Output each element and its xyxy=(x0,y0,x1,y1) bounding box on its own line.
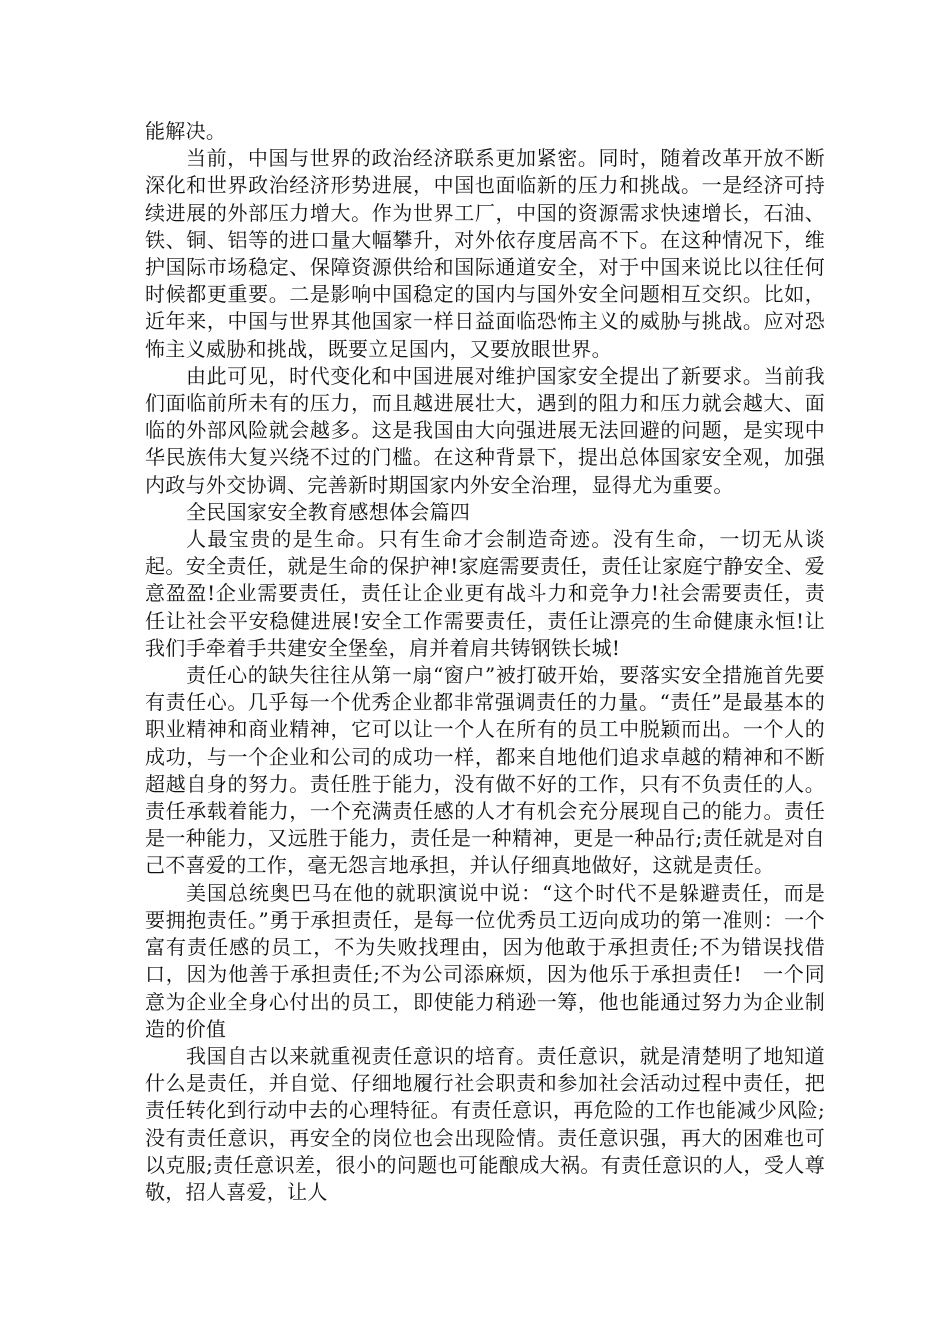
paragraph-obama-quote: 美国总统奥巴马在他的就职演说中说：“这个时代不是躲避责任，而是要拥抱责任。”勇于承担责任，是每一位优秀员工迈向成功的第一准则：一个富有责任感的员工，不为失败找理由，因为他敢于承担责任;不为错误找借口，因为他善于承担责任;不为公司添麻烦，因为他乐于承担责任! 一个同意为企业全身心付出的员工，即使能力稍逊一筹，他也能通过努力为企业制造的价值 xyxy=(145,880,825,1041)
paragraph-responsibility-awareness: 我国自古以来就重视责任意识的培育。责任意识，就是清楚明了地知道什么是责任，并自觉、仔细地履行社会职责和参加社会活动过程中责任，把责任转化到行动中去的心理特征。有责任意识，再危险的工作也能减少风险;没有责任意识，再安全的岗位也会出现险情。责任意识强，再大的困难也可以克服;责任意识差，很小的问题也可能酿成大祸。有责任意识的人，受人尊敬，招人喜爱，让人 xyxy=(145,1043,825,1204)
paragraph-life-responsibility: 人最宝贵的是生命。只有生命才会制造奇迹。没有生命，一切无从谈起。安全责任，就是生命的保护神!家庭需要责任，责任让家庭宁静安全、爱意盈盈!企业需要责任，责任让企业更有战斗力和竞争力!社会需要责任，责任让社会平安稳健进展!安全工作需要责任，责任让漂亮的生命健康永恒!让我们手牵着手共建安全堡垒，肩并着肩共铸钢铁长城! xyxy=(145,527,825,660)
paragraph-continuation: 能解决。 xyxy=(145,119,227,143)
paragraph-china-world-relations: 当前，中国与世界的政治经济联系更加紧密。同时，随着改革开放不断深化和世界政治经济形势进展，中国也面临新的压力和挑战。一是经济可持续进展的外部压力增大。作为世界工厂，中国的资源需求快速增长，石油、铁、铜、铝等的进口量大幅攀升，对外依存度居高不下。在这种情况下，维护国际市场稳定、保障资源供给和国际通道安全，对于中国来说比以往任何时候都更重要。二是影响中国稳定的国内与国外安全问题相互交织。比如，近年来，中国与世界其他国家一样日益面临恐怖主义的威胁与挑战。应对恐怖主义威胁和挑战，既要立足国内，又要放眼世界。 xyxy=(145,146,825,361)
document-body xyxy=(145,118,825,1206)
section-heading: 全民国家安全教育感想体会篇四 xyxy=(186,499,471,524)
paragraph-new-requirements: 由此可见，时代变化和中国进展对维护国家安全提出了新要求。当前我们面临前所未有的压力，而且越进展壮大，遇到的阻力和压力就会越大、面临的外部风险就会越多。这是我国由大向强进展无法回避的问题，是实现中华民族伟大复兴绕不过的门槛。在这种背景下，提出总体国家安全观，加强内政与外交协调、完善新时期国家内外安全治理，显得尤为重要。 xyxy=(145,363,825,497)
paragraph-responsibility-window: 责任心的缺失往往从第一扇“窗户”被打破开始，要落实安全措施首先要有责任心。几乎每一个优秀企业都非常强调责任的力量。“责任”是最基本的职业精神和商业精神，它可以让一个人在所有的员工中脱颖而出。一个人的成功，与一个企业和公司的成功一样，都来自地他们追求卓越的精神和不断超越自身的努力。责任胜于能力，没有做不好的工作，只有不负责任的人。责任承载着能力，一个充满责任感的人才有机会充分展现自己的能力。责任是一种能力，又远胜于能力，责任是一种精神，更是一种品行;责任就是对自己不喜爱的工作，毫无怨言地承担，并认仔细真地做好，这就是责任。 xyxy=(145,663,825,878)
